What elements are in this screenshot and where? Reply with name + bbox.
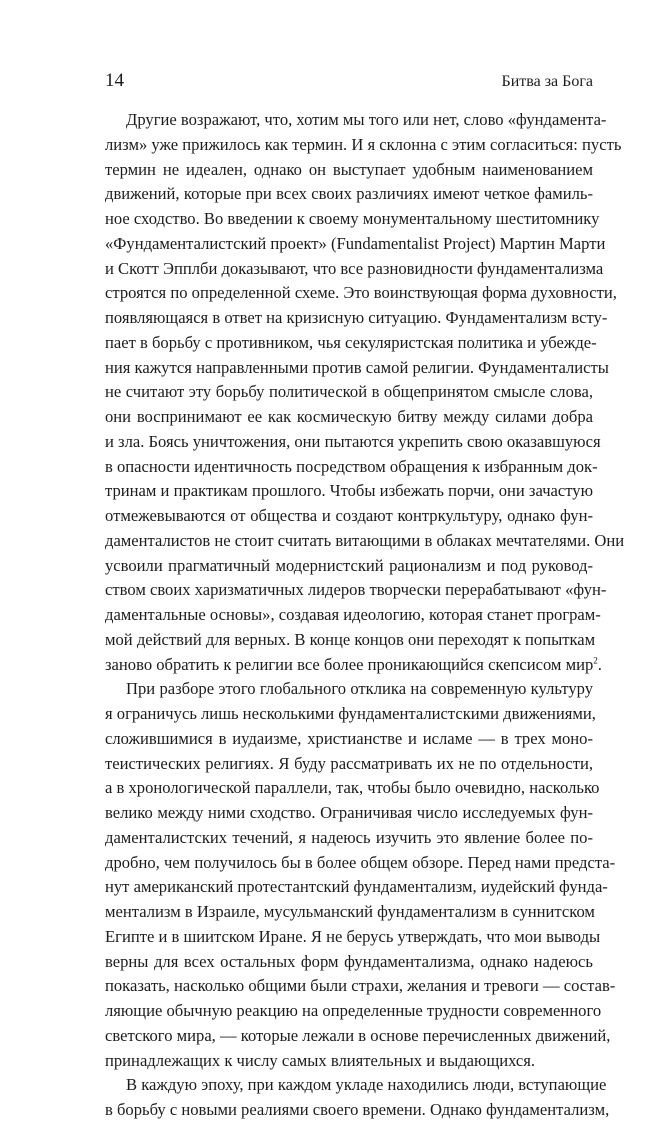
text-line: ством своих харизматичных лидеров творчески перерабатывают «фун- [105, 580, 607, 600]
paragraph [105, 677, 616, 1073]
text-line: нут американский протестантский фундаментализм, иудейский фунда- [105, 877, 608, 897]
text-line: Египте и в шиитском Иране. Я не берусь утверждать, что мои выводы [105, 926, 601, 946]
paragraph [105, 1073, 610, 1123]
text-line: верны для всех остальных форм фундаментализма, однако надеюсь [105, 951, 593, 971]
text-line: движений, которые при всех своих различиях имеют четкое фамиль- [105, 184, 593, 204]
text-line: а в хронологической параллели, так, чтобы было очевидно, насколько [105, 778, 600, 798]
running-head [105, 66, 593, 96]
terminal-period: . [597, 654, 602, 674]
text-line: тринам и практикам прошлого. Чтобы избежать порчи, они зачастую [105, 481, 593, 501]
text-line: ное сходство. Во введении к своему монументальному шеститомнику [105, 209, 600, 228]
text-line: не считают эту борьбу политической в общепринятом смысле слова, [105, 382, 593, 402]
text-line: Другие возражают, что, хотим мы того или нет, слово «фундамента- [126, 110, 607, 129]
text-line: отмежевываются от общества и создают контркультуру, однако фун- [105, 506, 593, 525]
text-line: даменталистских течений, я надеюсь изучить это явление более по- [105, 827, 593, 847]
text-line-content: заново обратить к религии все более проникающийся скепсисом мир [105, 654, 594, 674]
text-line: ния кажутся направленными против самой религии. Фундаменталисты [105, 357, 609, 377]
text-line: в опасности идентичность посредством обращения к избранным док- [105, 456, 598, 476]
text-line: появляющаяся в ответ на кризисную ситуацию. Фундаментализм всту- [105, 308, 608, 327]
text-line: ментализм в Израиле, мусульманский фундаментализм в суннитском [105, 902, 595, 921]
text-line: ляющие обычную реакцию на определенные трудности современного [105, 1001, 602, 1020]
text-line: сложившимися в иудаизме, христианстве и исламе — в трех моно- [105, 728, 593, 748]
text-line: мой действий для верных. В конце концов они переходят к попыткам [105, 629, 596, 649]
text-line: светского мира, — которые лежали в основе перечисленных движений, [105, 1025, 611, 1045]
text-line: лизм» уже прижилось как термин. И я склонна с этим согласиться: пусть [105, 134, 622, 154]
text-line: термин не идеален, однако он выступает удобным наименованием [105, 159, 593, 179]
text-line: я ограничусь лишь несколькими фундаменталистскими движениями, [105, 704, 596, 723]
text-line: При разборе этого глобального отклика на современную культуру [126, 679, 593, 699]
text-line: «Фундаменталистский проект» (Fundamentalist Project) Мартин Марти [105, 233, 606, 253]
text-line: строятся по определенной схеме. Это воинствующая форма духовности, [105, 283, 617, 303]
text-line: они воспринимают ее как космическую битву между силами добра [105, 407, 593, 426]
body-text [105, 108, 625, 1123]
text-line: дробно, чем получилось бы в более общем обзоре. Перед нами предста- [105, 852, 616, 872]
text-line: и Скотт Эпплби доказывают, что все разновидности фундаментализма [105, 258, 604, 278]
paragraph [105, 108, 625, 677]
text-line: теистических религиях. Я буду рассматривать их не по отдельности, [105, 753, 593, 773]
text-line: велико между ними сходство. Ограничивая число исследуемых фун- [105, 803, 593, 822]
text-line [105, 653, 602, 678]
text-line: В каждую эпоху, при каждом укладе находились люди, вступающие [126, 1075, 607, 1095]
page-number: 14 [105, 70, 124, 91]
text-line: и зла. Боясь уничтожения, они пытаются укрепить свою оказавшуюся [105, 431, 601, 451]
text-line: показать, насколько общими были страхи, желания и тревоги — состав- [105, 976, 616, 996]
text-line: пает в борьбу с противником, чья секуляристская политика и убежде- [105, 332, 597, 352]
text-line: усвоили прагматичный модернистский рационализм и под руковод- [105, 555, 593, 575]
running-title: Битва за Бога [501, 73, 593, 90]
footnote-reference[interactable]: 2 [593, 654, 598, 665]
text-line: в борьбу с новыми реалиями своего времени. Однако фундаментализм, [105, 1100, 610, 1119]
text-line: принадлежащих к числу самых влиятельных и выдающихся. [105, 1050, 536, 1070]
text-line: даменталистов не стоит считать витающими в облаках мечтателями. Они [105, 530, 625, 550]
text-line: даментальные основы», создавая идеологию, которая станет програм- [105, 605, 601, 624]
